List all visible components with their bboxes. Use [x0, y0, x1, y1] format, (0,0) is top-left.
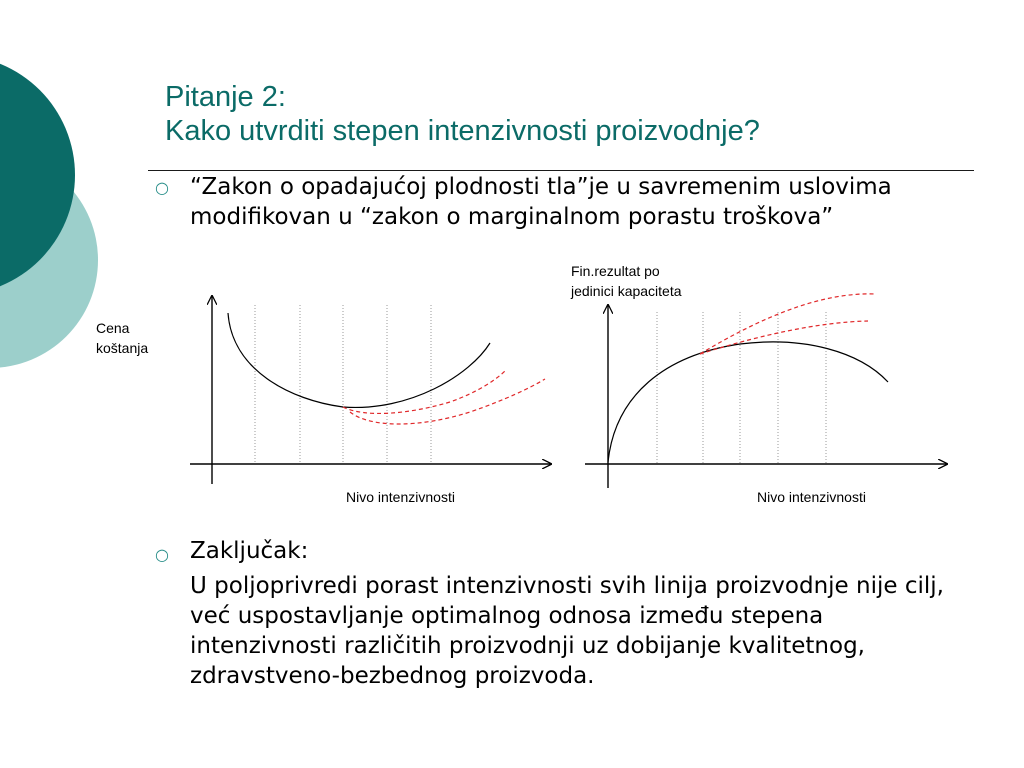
- bullet-marker-2: ○: [155, 545, 169, 564]
- chart2-ylabel-line-2: jedinici kapaciteta: [571, 283, 682, 299]
- bullet-marker-1: ○: [155, 178, 169, 197]
- chart1-cost-curve: [228, 313, 490, 407]
- title-line-1: Pitanje 2:: [165, 81, 286, 113]
- chart2-shifted-result-1: [700, 294, 875, 354]
- chart2-shifted-result-2: [700, 321, 868, 354]
- chart2: [585, 294, 947, 488]
- chart1-gridlines: [255, 305, 431, 464]
- chart1-ylabel-line-2: koštanja: [96, 340, 149, 356]
- chart2-ylabel-line-1: Fin.rezultat po: [571, 263, 660, 279]
- chart2-gridlines: [657, 312, 826, 464]
- chart2-result-curve: [608, 342, 888, 462]
- title-line-2: Kako utvrditi stepen intenzivnosti proizvodnje?: [165, 115, 760, 147]
- conclusion-heading: Zaključak:: [190, 538, 309, 564]
- conclusion-text: U poljoprivredi porast intenzivnosti svih linija proizvodnje nije cilj, već uspostavljanje optimalnog odnosa između stepena intenzivnosti različitih proizvodnji uz dobijanje kvalitetnog, zdravstveno-bezbednog proizvoda.: [190, 573, 944, 689]
- bullet-text-1: “Zakon o opadajućoj plodnosti tla”je u savremenim uslovima modifikovan u “zakon o marginalnom porastu troškova”: [190, 174, 892, 230]
- chart1: [190, 296, 551, 484]
- chart1-ylabel-line-1: Cena: [96, 320, 130, 336]
- chart2-xlabel: Nivo intenzivnosti: [757, 489, 866, 505]
- chart1-xlabel: Nivo intenzivnosti: [346, 489, 455, 505]
- chart1-shifted-cost-2: [350, 379, 545, 424]
